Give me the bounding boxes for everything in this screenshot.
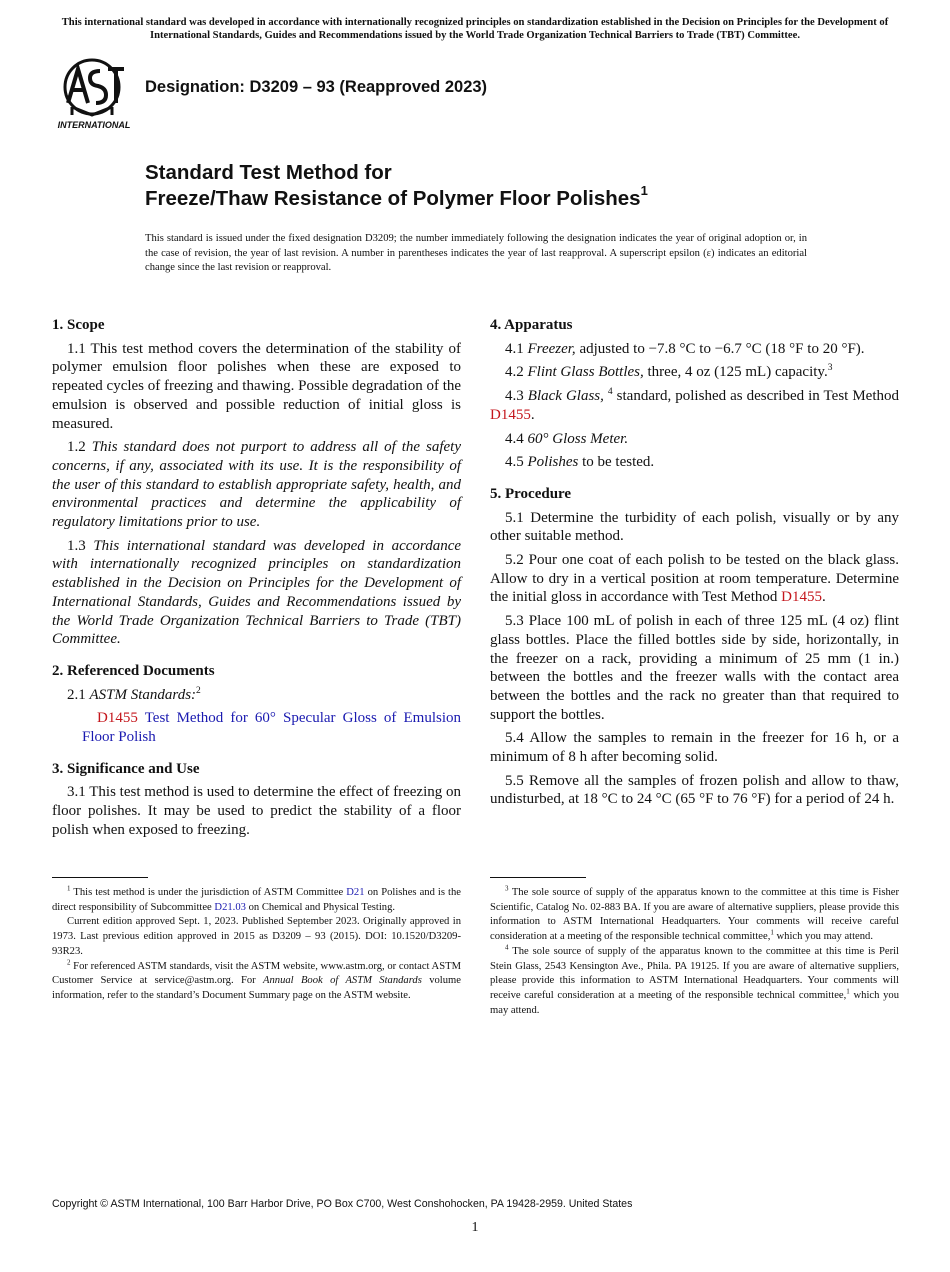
apparatus-4-5: 4.5 Polishes to be tested. — [505, 454, 655, 471]
procedure-5-2: 5.2 Pour one coat of each polish to be tested on the black glass. Allow to dry in a vertical position at room temperature. Determine the initial gloss in accordance with Test Method D1455. — [490, 552, 899, 606]
procedure-5-4: 5.4 Allow the samples to remain in the freezer for 16 h, or a minimum of 8 h after becoming solid. — [490, 730, 899, 766]
footnote-mark-4[interactable]: 4 — [607, 387, 613, 398]
astm-logo-icon — [54, 57, 134, 132]
scope-1-3: 1.3 This international standard was developed in accordance with internationally recognized principles on standardization established in the Decision on Principles for the Development of International Standards, Guides and Recommendations issued by the World Trade Organization Technical Barriers to Trade (TBT) Committee. — [52, 537, 462, 648]
top-note: This international standard was developed in accordance with internationally recognized principles on standardization established in the Decision on Principles for the Development of International Standards, Guides and Recommendations issued by the World Trade Organization Technical Barriers to Trade (TBT) Committee. — [61, 17, 889, 41]
ref-entry-d1455 — [52, 709, 461, 746]
significance-3-1: 3.1 This test method is used to determine the effect of freezing on floor polishes. It may be used to predict the stability of a floor polish when exposed to freezing. — [52, 784, 461, 838]
astm-logo — [54, 57, 134, 132]
d1455-link-apparatus[interactable]: D1455 — [490, 406, 531, 423]
section-apparatus-heading: 4. Apparatus — [490, 317, 573, 333]
title-line-2: Freeze/Thaw Resistance of Polymer Floor Polishes$^1$ — [145, 183, 648, 210]
section-scope-heading: 1. Scope — [52, 317, 105, 333]
footnote-3: $^3$ The sole source of supply of the apparatus known to the committee at this time is Fisher Scientific, Catalog No. 02-883 BA. If you are aware of alternative suppliers, please provide this information to ASTM International Headquarters. Your comments will receive careful consideration at a meeting of the responsible technical committee,$^1$ which you may attend. — [490, 884, 899, 943]
right-column — [490, 316, 899, 814]
copyright-line: Copyright © ASTM International, 100 Barr Harbor Drive, PO Box C700, West Conshohocken, PA 19428-2959. United States — [52, 1198, 633, 1210]
footnote-2: $^2$ For referenced ASTM standards, visit the ASTM website, www.astm.org, or contact ASTM Customer Service at service@astm.org. For Annual Book of ASTM Standards volume information, refer to the standard’s Document Summary page on the ASTM website. — [52, 957, 461, 1001]
logo-wordmark: INTERNATIONAL — [57, 120, 131, 130]
edition-note: Current edition approved Sept. 1, 2023. Published September 2023. Originally approved in 1973. Last previous edition approved in 2015 as D3209 – 93 (2015). DOI: 10.1520/D3209-93R23. — [52, 916, 461, 957]
footnote-rule-left — [52, 877, 148, 878]
designation: Designation: D3209 – 93 (Reapproved 2023) — [145, 78, 488, 96]
document-title — [145, 160, 648, 212]
scope-1-1: 1.1 This test method covers the determination of the stability of polymer emulsion floor polishes when these are exposed to repeated cycles of freezing and thawing. Possible degradation of the emulsion is observed and possible reduction of initial gloss is measured. — [52, 340, 462, 432]
footnote-1: $^1$ This test method is under the jurisdiction of ASTM Committee D21 on Polishes and is the direct responsibility of Subcommittee D21.03 on Chemical and Physical Testing. — [52, 884, 461, 913]
footnote-rule-right — [490, 877, 586, 878]
footnotes-right — [490, 886, 899, 1018]
ref-code-link[interactable]: D1455 — [97, 710, 138, 727]
footnotes-left — [52, 886, 461, 1004]
section-referenced-docs-heading: 2. Referenced Documents — [52, 662, 215, 679]
title-line-1: Standard Test Method for — [145, 161, 392, 184]
page-number: 1 — [471, 1220, 479, 1235]
d1455-link-procedure[interactable]: D1455 — [781, 589, 822, 606]
section-procedure-heading: 5. Procedure — [490, 485, 572, 502]
footnote-mark-2[interactable]: 2 — [196, 685, 201, 696]
ref-title-link[interactable]: Test Method for 60° Specular Gloss of Emulsion Floor Polish — [82, 710, 461, 746]
committee-d21-link[interactable]: D21 — [346, 887, 365, 898]
subcommittee-d21-03-link[interactable]: D21.03 — [214, 901, 246, 913]
section-significance-heading: 3. Significance and Use — [52, 760, 200, 777]
footnote-4: $^4$ The sole source of supply of the apparatus known to the committee at this time is Peril Stein Glass, 2543 Kensington Ave., Phila. PA 19125. If you are aware of alternative suppliers, please provide this information to ASTM International Headquarters. Your comments will receive careful consideration at a meeting of the responsible technical committee,$^1$ which you may attend. — [490, 943, 899, 1016]
footnote-mark-3[interactable]: 3 — [827, 363, 833, 374]
ref-2-1: 2.1 ASTM Standards:$^2$ — [67, 685, 201, 703]
procedure-5-3: 5.3 Place 100 mL of polish in each of three 125 mL (4 oz) flint glass bottles. Place the filled bottles side by side, horizontally, in the freezer on a rack, providing a minimum of 25 mm (1 in.) between the bottles and the freezer walls with the contact area between the bottles and the rack no greater than that required to support the bottles. — [490, 613, 899, 723]
left-column — [52, 316, 461, 845]
issuance-statement: This standard is issued under the fixed designation D3209; the number immediately following the designation indicates the year of original adoption or, in the case of revision, the year of last revision. A number in parentheses indicates the year of last reapproval. A superscript epsilon (ε) indicates an editorial change since the last revision or reapproval. — [145, 233, 807, 274]
scope-1-2: 1.2 This standard does not purport to address all of the safety concerns, if any, associated with its use. It is the responsibility of the user of this standard to establish appropriate safety, health, and environmental practices and determine the applicability of regulatory limitations prior to use. — [52, 439, 462, 531]
title-footnote-mark[interactable]: 1 — [640, 183, 648, 199]
apparatus-4-4: 4.4 60° Gloss Meter. — [505, 430, 629, 447]
procedure-5-1: 5.1 Determine the turbidity of each polish, visually or by any other suitable method. — [490, 509, 899, 545]
apparatus-4-1: 4.1 Freezer, adjusted to −7.8 °C to −6.7 °C (18 °F to 20 °F). — [505, 340, 865, 357]
apparatus-4-2: 4.2 Flint Glass Bottles, three, 4 oz (125 mL) capacity.$^3$ — [505, 363, 833, 381]
apparatus-4-3: 4.3 Black Glass, $^4$ standard, polished as described in Test Method D1455. — [490, 387, 900, 423]
procedure-5-5: 5.5 Remove all the samples of frozen polish and allow to thaw, undisturbed, at 18 °C to 24 °C (65 °F to 76 °F) for a period of 24 h. — [490, 772, 899, 808]
